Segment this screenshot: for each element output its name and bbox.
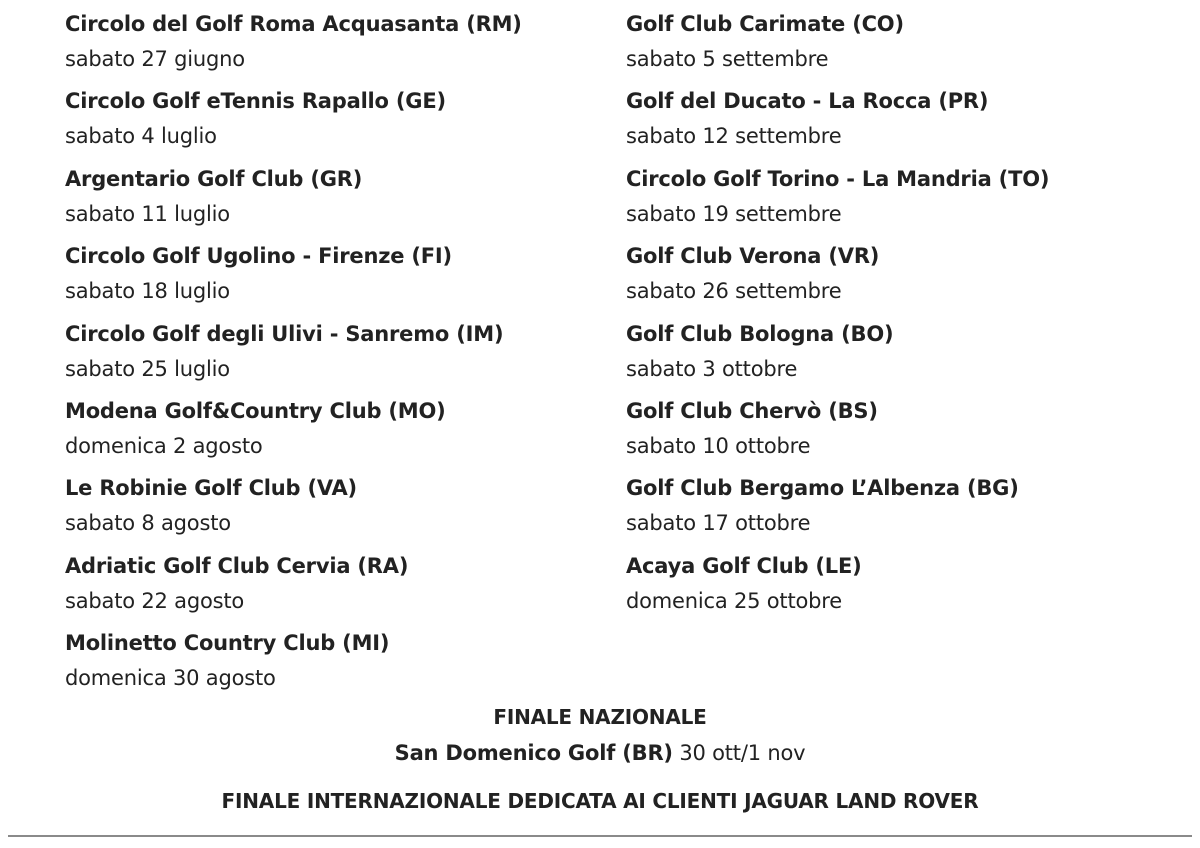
event-date: sabato 26 settembre (626, 279, 842, 304)
event-item (65, 316, 605, 393)
event-date: domenica 2 agosto (65, 433, 263, 458)
event-date: sabato 19 settembre (626, 201, 842, 226)
event-date: domenica 30 agosto (65, 666, 276, 691)
event-item (65, 548, 605, 625)
event-date: sabato 17 ottobre (626, 511, 811, 536)
event-club: Circolo Golf Torino - La Mandria (TO) (626, 166, 1050, 191)
national-final-venue: San Domenico Golf (BR) (394, 741, 673, 765)
event-date: sabato 18 luglio (65, 279, 230, 304)
event-club: Modena Golf&Country Club (MO) (65, 398, 446, 423)
event-item (626, 6, 1186, 83)
event-item (626, 548, 1186, 625)
event-item (65, 83, 605, 160)
event-item (626, 238, 1186, 315)
event-club: Golf Club Verona (VR) (626, 244, 880, 269)
event-club: Golf Club Chervò (BS) (626, 398, 878, 423)
event-date: sabato 8 agosto (65, 511, 231, 536)
event-club: Golf Club Bergamo L’Albenza (BG) (626, 476, 1019, 501)
event-date: sabato 27 giugno (65, 47, 245, 71)
event-item (65, 161, 605, 238)
event-date: sabato 25 luglio (65, 356, 230, 381)
bottom-divider (8, 835, 1192, 837)
event-date: sabato 3 ottobre (626, 356, 798, 381)
event-club: Circolo Golf degli Ulivi - Sanremo (IM) (65, 321, 504, 346)
event-date: sabato 4 luglio (65, 124, 217, 149)
event-club: Le Robinie Golf Club (VA) (65, 476, 357, 501)
event-club: Golf del Ducato - La Rocca (PR) (626, 89, 989, 114)
event-date: sabato 10 ottobre (626, 433, 811, 458)
event-item (65, 625, 605, 702)
event-club: Golf Club Bologna (BO) (626, 321, 894, 346)
event-item (626, 83, 1186, 160)
event-item (626, 393, 1186, 470)
event-item (626, 316, 1186, 393)
event-date: sabato 12 settembre (626, 124, 842, 149)
event-date: sabato 22 agosto (65, 588, 245, 613)
right-column (626, 6, 1186, 625)
event-club: Molinetto Country Club (MI) (65, 631, 390, 656)
event-item (65, 238, 605, 315)
national-final-line (0, 735, 1200, 771)
national-final-dates: 30 ott/1 nov (679, 741, 806, 765)
international-final-heading: FINALE INTERNAZIONALE DEDICATA AI CLIENTI JAGUAR LAND ROVER (221, 789, 979, 813)
left-column (65, 6, 605, 703)
event-item (65, 470, 605, 547)
event-item (65, 6, 605, 83)
event-club: Golf Club Carimate (CO) (626, 12, 904, 36)
event-club: Argentario Golf Club (GR) (65, 166, 363, 191)
finals-section (0, 699, 1200, 819)
event-item (626, 470, 1186, 547)
event-date: sabato 5 settembre (626, 47, 829, 71)
national-final-heading: FINALE NAZIONALE (493, 705, 707, 729)
event-club: Circolo del Golf Roma Acquasanta (RM) (65, 12, 522, 36)
event-date: sabato 11 luglio (65, 201, 230, 226)
event-club: Circolo Golf Ugolino - Firenze (FI) (65, 244, 452, 269)
event-club: Adriatic Golf Club Cervia (RA) (65, 553, 409, 578)
event-item (65, 393, 605, 470)
event-club: Circolo Golf eTennis Rapallo (GE) (65, 89, 446, 114)
event-item (626, 161, 1186, 238)
event-club: Acaya Golf Club (LE) (626, 553, 862, 578)
event-date: domenica 25 ottobre (626, 588, 842, 613)
